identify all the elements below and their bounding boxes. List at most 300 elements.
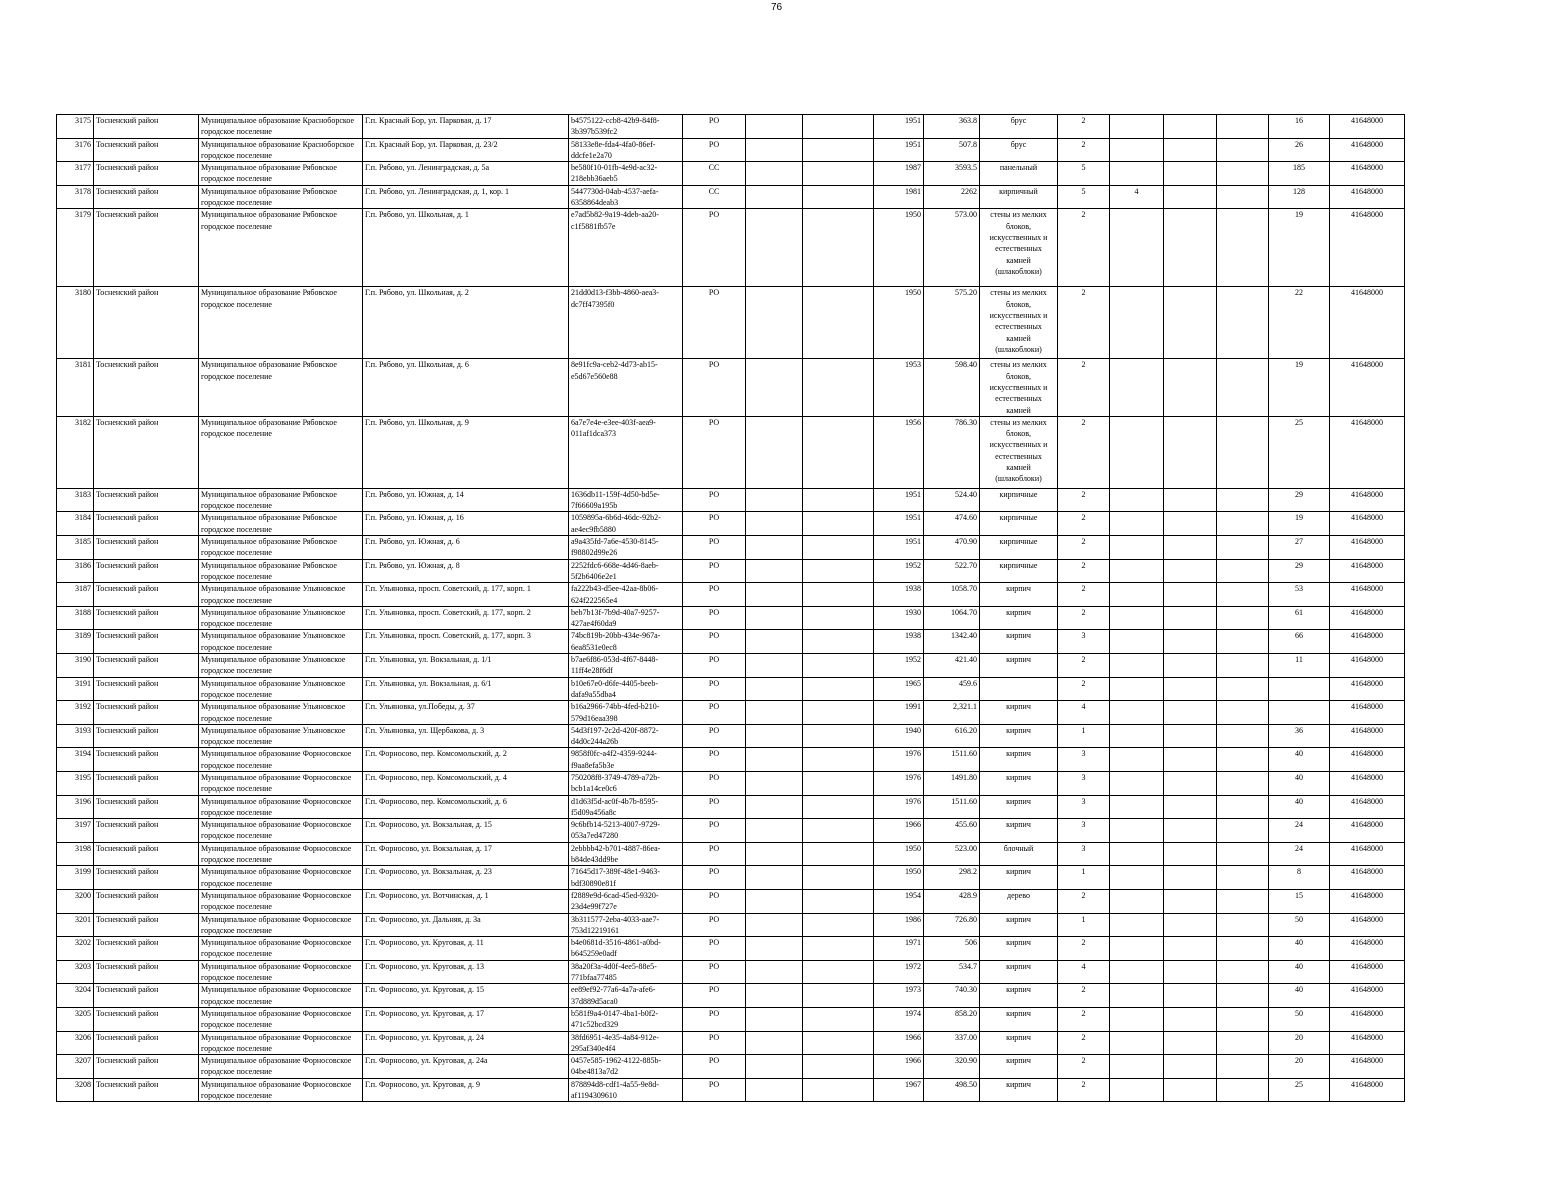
empty-cell — [1164, 416, 1217, 488]
district-cell: Тосненский район — [94, 185, 199, 209]
empty-cell — [1217, 795, 1269, 819]
district-cell: Тосненский район — [94, 1078, 199, 1102]
floors-cell: 5 — [1058, 185, 1110, 209]
wall-material-cell: панельный — [980, 162, 1058, 186]
empty-cell — [803, 287, 874, 359]
district-cell: Тосненский район — [94, 138, 199, 162]
type-cell: РО — [683, 795, 746, 819]
extra-cell — [1110, 866, 1164, 890]
municipality-cell: Муниципальное образование Форносовское городское поселение — [199, 795, 363, 819]
row-number-cell: 3203 — [57, 960, 94, 984]
district-cell: Тосненский район — [94, 606, 199, 630]
empty-cell — [746, 771, 803, 795]
empty-cell — [746, 677, 803, 701]
area-cell: 1491.80 — [924, 771, 980, 795]
floors-cell: 2 — [1058, 209, 1110, 287]
district-cell: Тосненский район — [94, 937, 199, 961]
apartments-cell: 185 — [1269, 162, 1330, 186]
year-cell: 1951 — [874, 115, 924, 139]
floors-cell: 3 — [1058, 795, 1110, 819]
type-cell: РО — [683, 748, 746, 772]
year-cell: 1966 — [874, 819, 924, 843]
year-cell: 1940 — [874, 724, 924, 748]
apartments-cell: 29 — [1269, 488, 1330, 512]
empty-cell — [803, 536, 874, 560]
address-cell: Г.п. Рябово, ул. Школьная, д. 1 — [363, 209, 569, 287]
municipality-cell: Муниципальное образование Красноборское городское поселение — [199, 115, 363, 139]
wall-material-cell: кирпич — [980, 701, 1058, 725]
area-cell: 337.00 — [924, 1031, 980, 1055]
floors-cell: 1 — [1058, 724, 1110, 748]
apartments-cell: 25 — [1269, 1078, 1330, 1102]
guid-cell: 2ebbbb42-b701-4887-86ea-b84de43dd9be — [569, 842, 683, 866]
guid-cell: 71645d17-389f-48e1-9463-bdf30890e81f — [569, 866, 683, 890]
empty-cell — [746, 287, 803, 359]
oktmo-cell: 41648000 — [1330, 359, 1405, 416]
empty-cell — [1217, 937, 1269, 961]
empty-cell — [746, 984, 803, 1008]
oktmo-cell: 41648000 — [1330, 866, 1405, 890]
municipality-cell: Муниципальное образование Форносовское городское поселение — [199, 1007, 363, 1031]
district-cell: Тосненский район — [94, 559, 199, 583]
year-cell: 1952 — [874, 559, 924, 583]
wall-material-cell: кирпич — [980, 771, 1058, 795]
address-cell: Г.п. Форносово, ул. Круговая, д. 13 — [363, 960, 569, 984]
table-row — [57, 819, 1405, 843]
address-cell: Г.п. Рябово, ул. Школьная, д. 9 — [363, 416, 569, 488]
municipality-cell: Муниципальное образование Форносовское городское поселение — [199, 960, 363, 984]
district-cell: Тосненский район — [94, 209, 199, 287]
row-number-cell: 3182 — [57, 416, 94, 488]
extra-cell — [1110, 913, 1164, 937]
empty-cell — [1164, 677, 1217, 701]
year-cell: 1967 — [874, 1078, 924, 1102]
floors-cell: 2 — [1058, 654, 1110, 678]
municipality-cell: Муниципальное образование Рябовское городское поселение — [199, 512, 363, 536]
table-row — [57, 984, 1405, 1008]
area-cell: 2262 — [924, 185, 980, 209]
guid-cell: 21dd0d13-f3bb-4860-aea3-dc7ff47395f0 — [569, 287, 683, 359]
guid-cell: beb7b13f-7b9d-40a7-9257-427ae4f60da9 — [569, 606, 683, 630]
empty-cell — [803, 771, 874, 795]
empty-cell — [746, 185, 803, 209]
extra-cell — [1110, 677, 1164, 701]
address-cell: Г.п. Рябово, ул. Школьная, д. 2 — [363, 287, 569, 359]
empty-cell — [1164, 937, 1217, 961]
wall-material-cell: стены из мелких блоков, искусственных и естественных камней (шлакоблоки) — [980, 287, 1058, 359]
year-cell: 1930 — [874, 606, 924, 630]
empty-cell — [803, 889, 874, 913]
table-row — [57, 185, 1405, 209]
empty-cell — [746, 162, 803, 186]
empty-cell — [746, 795, 803, 819]
guid-cell: 9858f0fc-a4f2-4359-9244-f9aa8efa5b3e — [569, 748, 683, 772]
empty-cell — [746, 1055, 803, 1079]
empty-cell — [803, 630, 874, 654]
empty-cell — [746, 630, 803, 654]
year-cell: 1986 — [874, 913, 924, 937]
address-cell: Г.п. Ульяновка, ул. Вокзальная, д. 1/1 — [363, 654, 569, 678]
row-number-cell: 3207 — [57, 1055, 94, 1079]
municipality-cell: Муниципальное образование Ульяновское городское поселение — [199, 654, 363, 678]
guid-cell: 1636db11-159f-4d50-bd5e-7f66609a195b — [569, 488, 683, 512]
row-number-cell: 3189 — [57, 630, 94, 654]
extra-cell — [1110, 1078, 1164, 1102]
oktmo-cell: 41648000 — [1330, 162, 1405, 186]
year-cell: 1951 — [874, 138, 924, 162]
apartments-cell: 40 — [1269, 771, 1330, 795]
wall-material-cell — [980, 677, 1058, 701]
area-cell: 616.20 — [924, 724, 980, 748]
district-cell: Тосненский район — [94, 583, 199, 607]
municipality-cell: Муниципальное образование Рябовское городское поселение — [199, 185, 363, 209]
type-cell: РО — [683, 559, 746, 583]
empty-cell — [1217, 771, 1269, 795]
floors-cell: 1 — [1058, 866, 1110, 890]
table-row — [57, 701, 1405, 725]
year-cell: 1951 — [874, 488, 924, 512]
oktmo-cell: 41648000 — [1330, 138, 1405, 162]
district-cell: Тосненский район — [94, 795, 199, 819]
empty-cell — [803, 795, 874, 819]
guid-cell: b16a2966-74bb-4fed-b210-579d16eaa398 — [569, 701, 683, 725]
guid-cell: 1059895a-6b6d-46dc-92b2-ae4ec9fb5880 — [569, 512, 683, 536]
oktmo-cell: 41648000 — [1330, 416, 1405, 488]
address-cell: Г.п. Рябово, ул. Южная, д. 6 — [363, 536, 569, 560]
row-number-cell: 3205 — [57, 1007, 94, 1031]
wall-material-cell: кирпичные — [980, 512, 1058, 536]
type-cell: РО — [683, 630, 746, 654]
empty-cell — [746, 559, 803, 583]
apartments-cell: 20 — [1269, 1031, 1330, 1055]
area-cell: 506 — [924, 937, 980, 961]
empty-cell — [1217, 701, 1269, 725]
type-cell: РО — [683, 842, 746, 866]
year-cell: 1966 — [874, 1055, 924, 1079]
extra-cell — [1110, 654, 1164, 678]
floors-cell: 2 — [1058, 1007, 1110, 1031]
guid-cell: fa222b43-d5ee-42aa-8b06-624f222565e4 — [569, 583, 683, 607]
year-cell: 1953 — [874, 359, 924, 416]
empty-cell — [803, 654, 874, 678]
apartments-cell: 24 — [1269, 842, 1330, 866]
empty-cell — [803, 559, 874, 583]
oktmo-cell: 41648000 — [1330, 654, 1405, 678]
empty-cell — [746, 512, 803, 536]
year-cell: 1965 — [874, 677, 924, 701]
type-cell: РО — [683, 209, 746, 287]
empty-cell — [746, 748, 803, 772]
empty-cell — [746, 889, 803, 913]
floors-cell: 3 — [1058, 771, 1110, 795]
address-cell: Г.п. Рябово, ул. Южная, д. 16 — [363, 512, 569, 536]
type-cell: РО — [683, 488, 746, 512]
apartments-cell: 19 — [1269, 359, 1330, 416]
district-cell: Тосненский район — [94, 677, 199, 701]
oktmo-cell: 41648000 — [1330, 795, 1405, 819]
type-cell: РО — [683, 771, 746, 795]
guid-cell: 6a7e7e4e-e3ee-403f-aea9-011af1dca373 — [569, 416, 683, 488]
extra-cell — [1110, 115, 1164, 139]
extra-cell — [1110, 416, 1164, 488]
guid-cell: 38fd6951-4e35-4a84-912e-295af340e4f4 — [569, 1031, 683, 1055]
type-cell: РО — [683, 606, 746, 630]
oktmo-cell: 41648000 — [1330, 559, 1405, 583]
guid-cell: e7ad5b82-9a19-4deb-aa20-c1f5881fb57e — [569, 209, 683, 287]
oktmo-cell: 41648000 — [1330, 724, 1405, 748]
municipality-cell: Муниципальное образование Форносовское городское поселение — [199, 937, 363, 961]
oktmo-cell: 41648000 — [1330, 488, 1405, 512]
empty-cell — [746, 1031, 803, 1055]
year-cell: 1966 — [874, 1031, 924, 1055]
district-cell: Тосненский район — [94, 630, 199, 654]
address-cell: Г.п. Рябово, ул. Ленинградская, д. 5а — [363, 162, 569, 186]
empty-cell — [1164, 842, 1217, 866]
empty-cell — [1217, 984, 1269, 1008]
row-number-cell: 3176 — [57, 138, 94, 162]
empty-cell — [803, 512, 874, 536]
area-cell: 1064.70 — [924, 606, 980, 630]
empty-cell — [746, 701, 803, 725]
address-cell: Г.п. Форносово, ул. Круговая, д. 17 — [363, 1007, 569, 1031]
table-row — [57, 771, 1405, 795]
table-row — [57, 654, 1405, 678]
row-number-cell: 3198 — [57, 842, 94, 866]
floors-cell: 3 — [1058, 842, 1110, 866]
empty-cell — [1217, 889, 1269, 913]
guid-cell: 8e91fc9a-ceb2-4d73-ab15-e5d67e560e88 — [569, 359, 683, 416]
municipality-cell: Муниципальное образование Ульяновское городское поселение — [199, 677, 363, 701]
year-cell: 1950 — [874, 842, 924, 866]
floors-cell: 2 — [1058, 287, 1110, 359]
empty-cell — [1164, 162, 1217, 186]
oktmo-cell: 41648000 — [1330, 1078, 1405, 1102]
type-cell: РО — [683, 677, 746, 701]
area-cell: 459.6 — [924, 677, 980, 701]
floors-cell: 2 — [1058, 488, 1110, 512]
empty-cell — [1217, 536, 1269, 560]
floors-cell: 2 — [1058, 1078, 1110, 1102]
district-cell: Тосненский район — [94, 512, 199, 536]
area-cell: 2,321.1 — [924, 701, 980, 725]
type-cell: РО — [683, 287, 746, 359]
year-cell: 1951 — [874, 512, 924, 536]
address-cell: Г.п. Ульяновка, ул.Победы, д. 37 — [363, 701, 569, 725]
extra-cell — [1110, 512, 1164, 536]
address-cell: Г.п. Рябово, ул. Южная, д. 14 — [363, 488, 569, 512]
floors-cell: 3 — [1058, 748, 1110, 772]
empty-cell — [1164, 488, 1217, 512]
type-cell: РО — [683, 1031, 746, 1055]
district-cell: Тосненский район — [94, 889, 199, 913]
municipality-cell: Муниципальное образование Форносовское городское поселение — [199, 1078, 363, 1102]
empty-cell — [1164, 359, 1217, 416]
guid-cell: 5447730d-04ab-4537-aefa-6358864deab3 — [569, 185, 683, 209]
table-row — [57, 138, 1405, 162]
floors-cell: 2 — [1058, 583, 1110, 607]
type-cell: РО — [683, 1078, 746, 1102]
empty-cell — [1217, 1055, 1269, 1079]
empty-cell — [803, 748, 874, 772]
row-number-cell: 3208 — [57, 1078, 94, 1102]
empty-cell — [803, 583, 874, 607]
floors-cell: 2 — [1058, 937, 1110, 961]
floors-cell: 3 — [1058, 819, 1110, 843]
oktmo-cell: 41648000 — [1330, 1007, 1405, 1031]
guid-cell: 3b311577-2eba-4033-aae7-753d12219161 — [569, 913, 683, 937]
wall-material-cell: дерево — [980, 889, 1058, 913]
oktmo-cell: 41648000 — [1330, 630, 1405, 654]
empty-cell — [1217, 913, 1269, 937]
area-cell: 421.40 — [924, 654, 980, 678]
table-row — [57, 677, 1405, 701]
table-row — [57, 724, 1405, 748]
type-cell: РО — [683, 115, 746, 139]
type-cell: РО — [683, 960, 746, 984]
empty-cell — [1164, 559, 1217, 583]
type-cell: РО — [683, 654, 746, 678]
wall-material-cell: кирпич — [980, 583, 1058, 607]
empty-cell — [746, 1007, 803, 1031]
empty-cell — [1217, 724, 1269, 748]
district-cell: Тосненский район — [94, 359, 199, 416]
area-cell: 363.8 — [924, 115, 980, 139]
wall-material-cell: кирпич — [980, 866, 1058, 890]
table-row — [57, 536, 1405, 560]
year-cell: 1938 — [874, 583, 924, 607]
empty-cell — [803, 913, 874, 937]
housing-registry-table — [56, 114, 1405, 1102]
apartments-cell: 40 — [1269, 984, 1330, 1008]
empty-cell — [1217, 209, 1269, 287]
area-cell: 786.30 — [924, 416, 980, 488]
table-row — [57, 606, 1405, 630]
year-cell: 1974 — [874, 1007, 924, 1031]
wall-material-cell: кирпич — [980, 630, 1058, 654]
type-cell: РО — [683, 536, 746, 560]
wall-material-cell: кирпич — [980, 960, 1058, 984]
year-cell: 1938 — [874, 630, 924, 654]
empty-cell — [1164, 866, 1217, 890]
year-cell: 1952 — [874, 654, 924, 678]
apartments-cell: 66 — [1269, 630, 1330, 654]
year-cell: 1991 — [874, 701, 924, 725]
empty-cell — [803, 677, 874, 701]
empty-cell — [746, 209, 803, 287]
empty-cell — [1217, 359, 1269, 416]
empty-cell — [1217, 866, 1269, 890]
empty-cell — [1164, 701, 1217, 725]
extra-cell — [1110, 138, 1164, 162]
empty-cell — [1217, 115, 1269, 139]
wall-material-cell: кирпич — [980, 724, 1058, 748]
apartments-cell — [1269, 677, 1330, 701]
municipality-cell: Муниципальное образование Рябовское городское поселение — [199, 488, 363, 512]
floors-cell: 2 — [1058, 606, 1110, 630]
area-cell: 455.60 — [924, 819, 980, 843]
type-cell: РО — [683, 913, 746, 937]
municipality-cell: Муниципальное образование Форносовское городское поселение — [199, 913, 363, 937]
address-cell: Г.п. Форносово, ул. Круговая, д. 24 — [363, 1031, 569, 1055]
empty-cell — [1217, 287, 1269, 359]
empty-cell — [746, 866, 803, 890]
row-number-cell: 3187 — [57, 583, 94, 607]
floors-cell: 2 — [1058, 416, 1110, 488]
apartments-cell: 53 — [1269, 583, 1330, 607]
oktmo-cell: 41648000 — [1330, 115, 1405, 139]
extra-cell — [1110, 748, 1164, 772]
oktmo-cell: 41648000 — [1330, 1055, 1405, 1079]
apartments-cell: 50 — [1269, 913, 1330, 937]
table-row — [57, 1078, 1405, 1102]
row-number-cell: 3177 — [57, 162, 94, 186]
guid-cell: ee89ef92-77a6-4a7a-afe6-37d889d5aca0 — [569, 984, 683, 1008]
empty-cell — [803, 1031, 874, 1055]
type-cell: РО — [683, 359, 746, 416]
empty-cell — [1164, 795, 1217, 819]
type-cell: РО — [683, 138, 746, 162]
floors-cell: 2 — [1058, 984, 1110, 1008]
empty-cell — [1164, 748, 1217, 772]
row-number-cell: 3192 — [57, 701, 94, 725]
municipality-cell: Муниципальное образование Форносовское городское поселение — [199, 771, 363, 795]
address-cell: Г.п. Форносово, ул. Вокзальная, д. 23 — [363, 866, 569, 890]
guid-cell: 58133e8e-fda4-4fa0-86ef-ddcfe1e2a70 — [569, 138, 683, 162]
empty-cell — [1164, 606, 1217, 630]
row-number-cell: 3190 — [57, 654, 94, 678]
empty-cell — [803, 115, 874, 139]
oktmo-cell: 41648000 — [1330, 583, 1405, 607]
row-number-cell: 3195 — [57, 771, 94, 795]
district-cell: Тосненский район — [94, 960, 199, 984]
guid-cell: 2252fdc6-668e-4d46-8aeb-5f2b6406e2e1 — [569, 559, 683, 583]
wall-material-cell: кирпич — [980, 937, 1058, 961]
empty-cell — [1217, 583, 1269, 607]
municipality-cell: Муниципальное образование Рябовское городское поселение — [199, 162, 363, 186]
type-cell: РО — [683, 866, 746, 890]
area-cell: 573.00 — [924, 209, 980, 287]
table-row — [57, 416, 1405, 488]
empty-cell — [1164, 1078, 1217, 1102]
page-number: 76 — [770, 2, 783, 13]
apartments-cell: 40 — [1269, 937, 1330, 961]
empty-cell — [1217, 606, 1269, 630]
empty-cell — [1164, 583, 1217, 607]
row-number-cell: 3175 — [57, 115, 94, 139]
extra-cell — [1110, 630, 1164, 654]
table-row — [57, 795, 1405, 819]
district-cell: Тосненский район — [94, 162, 199, 186]
empty-cell — [1217, 960, 1269, 984]
empty-cell — [803, 1055, 874, 1079]
empty-cell — [1217, 185, 1269, 209]
apartments-cell: 40 — [1269, 795, 1330, 819]
wall-material-cell: стены из мелких блоков, искусственных и естественных камней — [980, 359, 1058, 416]
wall-material-cell: кирпичный — [980, 185, 1058, 209]
empty-cell — [803, 724, 874, 748]
address-cell: Г.п. Рябово, ул. Южная, д. 8 — [363, 559, 569, 583]
empty-cell — [1164, 287, 1217, 359]
district-cell: Тосненский район — [94, 748, 199, 772]
municipality-cell: Муниципальное образование Форносовское городское поселение — [199, 866, 363, 890]
empty-cell — [746, 913, 803, 937]
row-number-cell: 3186 — [57, 559, 94, 583]
district-cell: Тосненский район — [94, 1007, 199, 1031]
area-cell: 726.80 — [924, 913, 980, 937]
empty-cell — [803, 606, 874, 630]
empty-cell — [803, 866, 874, 890]
row-number-cell: 3194 — [57, 748, 94, 772]
